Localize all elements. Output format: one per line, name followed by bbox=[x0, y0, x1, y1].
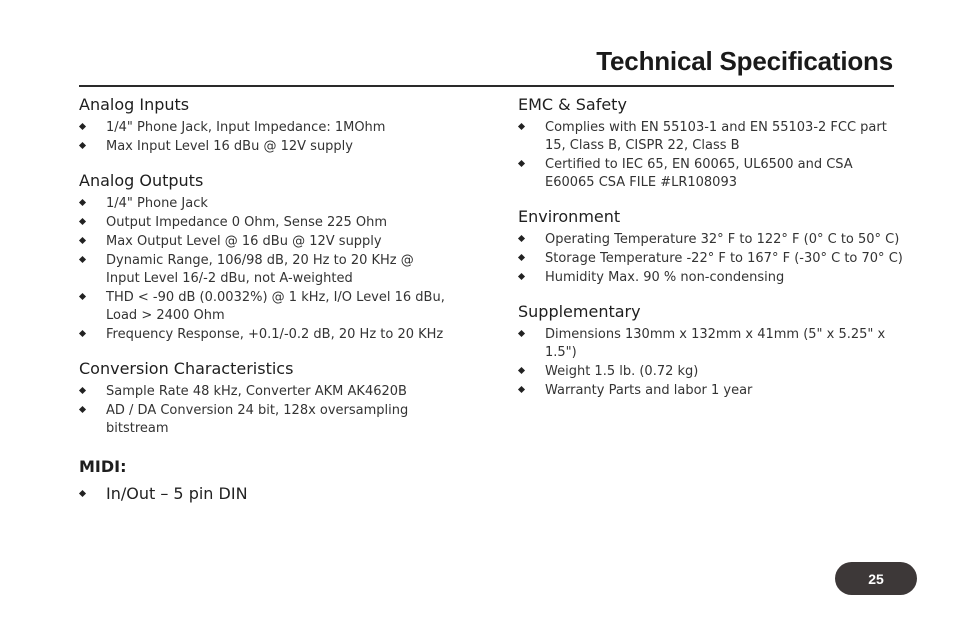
list-item-text: Warranty Parts and labor 1 year bbox=[545, 383, 753, 398]
list-item-text: 1/4" Phone Jack, Input Impedance: 1MOhm bbox=[106, 120, 386, 135]
list-item bbox=[518, 363, 903, 381]
diamond-bullet-icon bbox=[79, 218, 86, 225]
list-item-text: Certified to IEC 65, EN 60065, UL6500 and CSA E60065 CSA FILE #LR108093 bbox=[545, 157, 853, 190]
list-item-text: 1/4" Phone Jack bbox=[106, 196, 208, 211]
list-item bbox=[79, 402, 449, 438]
section-heading: Supplementary bbox=[518, 302, 641, 321]
spec-list bbox=[518, 119, 903, 192]
list-item-text: Sample Rate 48 kHz, Converter AKM AK4620B bbox=[106, 384, 407, 399]
diamond-bullet-icon bbox=[518, 123, 525, 130]
diamond-bullet-icon bbox=[79, 330, 86, 337]
list-item bbox=[518, 326, 903, 362]
list-item bbox=[79, 383, 449, 401]
list-item bbox=[79, 214, 449, 232]
list-item-text: Humidity Max. 90 % non-condensing bbox=[545, 270, 785, 285]
diamond-bullet-icon bbox=[79, 142, 86, 149]
list-item-text: Dimensions 130mm x 132mm x 41mm (5" x 5.25" x 1.5") bbox=[545, 327, 886, 360]
spec-list bbox=[79, 383, 449, 438]
list-item-text: Max Output Level @ 16 dBu @ 12V supply bbox=[106, 234, 382, 249]
spec-list bbox=[79, 195, 449, 344]
diamond-bullet-icon bbox=[79, 293, 86, 300]
list-item bbox=[518, 250, 903, 268]
list-item-text: Operating Temperature 32° F to 122° F (0° C to 50° C) bbox=[545, 232, 900, 247]
spec-list bbox=[79, 483, 449, 505]
list-item bbox=[79, 233, 449, 251]
list-item bbox=[79, 195, 449, 213]
list-item-text: Weight 1.5 lb. (0.72 kg) bbox=[545, 364, 699, 379]
list-item bbox=[518, 382, 903, 400]
section-midi bbox=[79, 457, 449, 505]
list-item-text: AD / DA Conversion 24 bit, 128x oversampling bitstream bbox=[106, 403, 409, 436]
diamond-bullet-icon bbox=[79, 256, 86, 263]
diamond-bullet-icon bbox=[518, 330, 525, 337]
section-environment bbox=[518, 207, 903, 287]
list-item bbox=[79, 326, 449, 344]
list-item-text: Frequency Response, +0.1/-0.2 dB, 20 Hz to 20 KHz bbox=[106, 327, 444, 342]
diamond-bullet-icon bbox=[518, 254, 525, 261]
list-item-text: Dynamic Range, 106/98 dB, 20 Hz to 20 KHz @ Input Level 16/-2 dBu, not A-weighted bbox=[106, 253, 414, 286]
page-title: Technical Specifications bbox=[596, 46, 893, 76]
list-item-text: THD < -90 dB (0.0032%) @ 1 kHz, I/O Level 16 dBu, Load > 2400 Ohm bbox=[106, 290, 445, 323]
section-heading: MIDI: bbox=[79, 457, 127, 476]
section-supplementary bbox=[518, 302, 903, 400]
spec-list bbox=[79, 119, 449, 156]
diamond-bullet-icon bbox=[79, 123, 86, 130]
list-item bbox=[79, 138, 449, 156]
list-item bbox=[79, 289, 449, 325]
section-analog-inputs bbox=[79, 95, 449, 156]
section-heading: Environment bbox=[518, 207, 621, 226]
section-heading: EMC & Safety bbox=[518, 95, 627, 114]
list-item bbox=[79, 252, 449, 288]
list-item-text: Max Input Level 16 dBu @ 12V supply bbox=[106, 139, 353, 154]
diamond-bullet-icon bbox=[518, 273, 525, 280]
right-column bbox=[518, 95, 903, 401]
section-conversion bbox=[79, 359, 449, 438]
list-item-text: Storage Temperature -22° F to 167° F (-30° C to 70° C) bbox=[545, 251, 903, 266]
spec-list bbox=[518, 231, 903, 287]
list-item bbox=[518, 269, 903, 287]
list-item bbox=[518, 119, 903, 155]
diamond-bullet-icon bbox=[79, 199, 86, 206]
section-emc-safety bbox=[518, 95, 903, 192]
list-item bbox=[518, 231, 903, 249]
diamond-bullet-icon bbox=[79, 406, 86, 413]
section-heading: Conversion Characteristics bbox=[79, 359, 294, 378]
diamond-bullet-icon bbox=[518, 386, 525, 393]
page-number-badge: 25 bbox=[835, 562, 917, 595]
section-analog-outputs bbox=[79, 171, 449, 344]
spec-list bbox=[518, 326, 903, 400]
left-column bbox=[79, 95, 449, 506]
title-divider bbox=[79, 85, 894, 87]
list-item bbox=[79, 119, 449, 137]
diamond-bullet-icon bbox=[79, 387, 86, 394]
list-item bbox=[518, 156, 903, 192]
diamond-bullet-icon bbox=[79, 237, 86, 244]
list-item-text: Output Impedance 0 Ohm, Sense 225 Ohm bbox=[106, 215, 388, 230]
diamond-bullet-icon bbox=[518, 235, 525, 242]
diamond-bullet-icon bbox=[79, 490, 86, 497]
diamond-bullet-icon bbox=[518, 160, 525, 167]
section-heading: Analog Inputs bbox=[79, 95, 190, 114]
diamond-bullet-icon bbox=[518, 367, 525, 374]
list-item bbox=[79, 483, 449, 505]
section-heading: Analog Outputs bbox=[79, 171, 204, 190]
list-item-text: Complies with EN 55103-1 and EN 55103-2 FCC part 15, Class B, CISPR 22, Class B bbox=[545, 120, 887, 153]
list-item-text: In/Out – 5 pin DIN bbox=[106, 484, 248, 503]
